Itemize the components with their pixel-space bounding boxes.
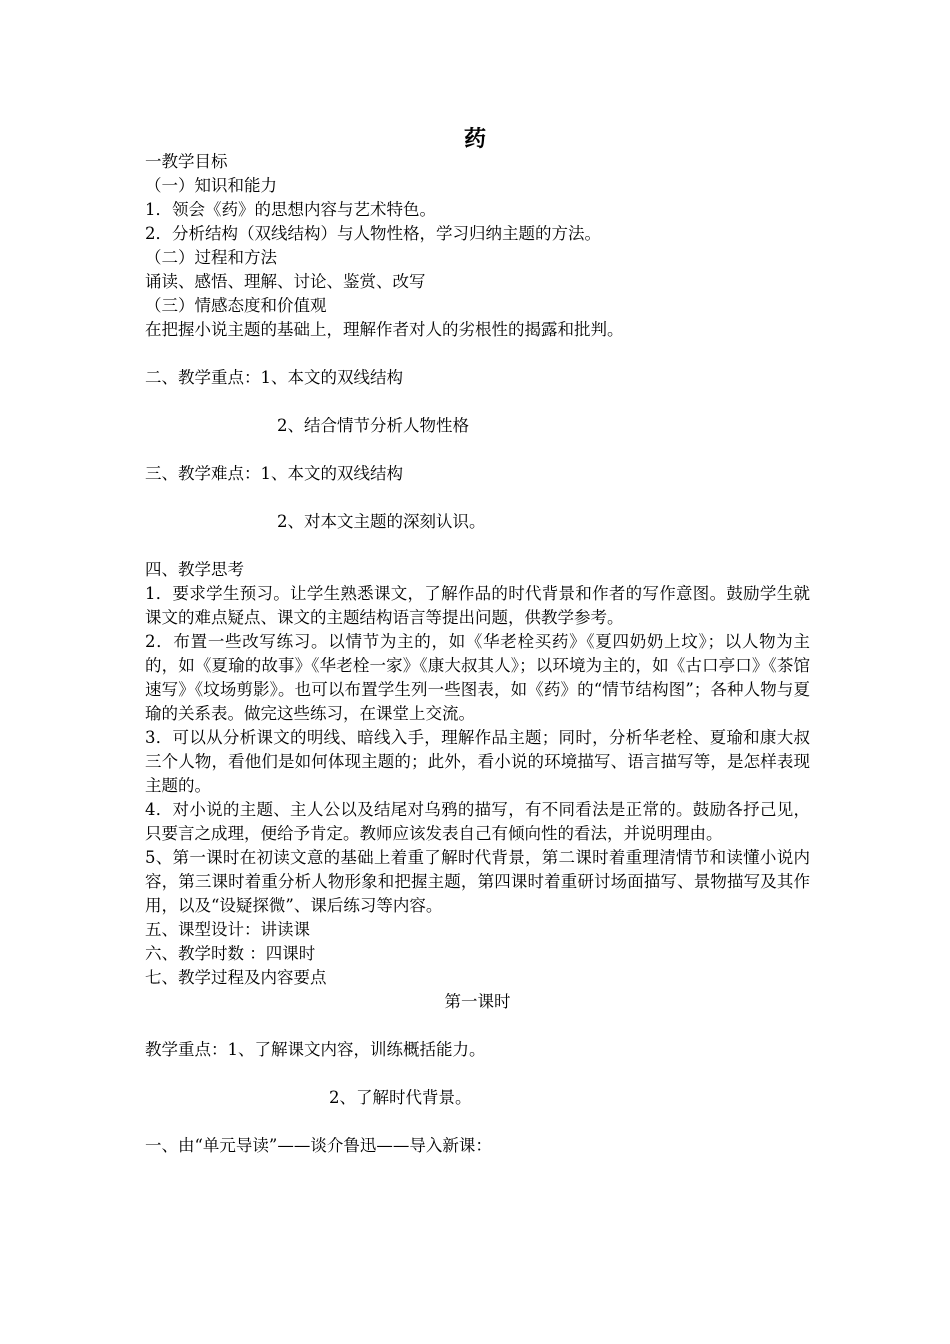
teaching-process: 七、教学过程及内容要点 (145, 968, 327, 987)
objectives-methods: 诵读、感悟、理解、讨论、鉴赏、改写 (145, 272, 426, 291)
teaching-hours: 六、教学时数 ：四课时 (145, 944, 316, 963)
objectives-sub-1: （一）知识和能力 (145, 176, 277, 195)
thinking-paragraph-4: 4．对小说的主题、主人公以及结尾对乌鸦的描写，有不同看法是正常的。鼓励各抒己见，只要言之成理，便给予肯定。教师应该发表自己有倾向性的看法，并说明理由。 (145, 800, 810, 843)
thinking-paragraph-1: 1．要求学生预习。让学生熟悉课文，了解作品的时代背景和作者的写作意图。鼓励学生就课文的难点疑点、课文的主题结构语言等提出问题，供教学参考。 (145, 584, 810, 627)
lesson-1-key-2: 2、了解时代背景。 (329, 1088, 472, 1107)
document-body (145, 150, 810, 1158)
key-points-line-2: 2、结合情节分析人物性格 (277, 416, 469, 435)
difficulties-line-1: 三、教学难点：1、本文的双线结构 (145, 464, 403, 483)
difficulties-line-2: 2、对本文主题的深刻认识。 (277, 512, 486, 531)
objectives-item-1: 1．领会《药》的思想内容与艺术特色。 (145, 200, 436, 219)
thinking-paragraph-2: 2．布置一些改写练习。以情节为主的，如《华老栓买药》《夏四奶奶上坟》；以人物为主的，如《夏瑜的故事》《华老栓一家》《康大叔其人》；以环境为主的，如《古口亭口》《茶馆速写》《坟场剪影》。也可以布置学生列一些图表，如《药》的“情节结构图”；各种人物与夏瑜的关系表。做完这些练习，在课堂上交流。 (145, 632, 810, 723)
document-title: 药 (463, 127, 486, 152)
lesson-1-key-1: 教学重点：1、了解课文内容，训练概括能力。 (145, 1040, 486, 1059)
lesson-1-title: 第一课时 (444, 992, 511, 1011)
thinking-paragraph-5: 5、第一课时在初读文意的基础上着重了解时代背景，第二课时着重理清情节和读懂小说内容，第三课时着重分析人物形象和把握主题，第四课时着重研讨场面描写、景物描写及其作用，以及“设疑探微”、课后练习等内容。 (145, 848, 810, 915)
key-points-line-1: 二、教学重点：1、本文的双线结构 (145, 368, 403, 387)
thinking-heading: 四、教学思考 (145, 560, 244, 579)
objectives-values: 在把握小说主题的基础上，理解作者对人的劣根性的揭露和批判。 (145, 320, 624, 339)
lesson-1-intro: 一、由“单元导读”——谈介鲁迅——导入新课： (145, 1136, 492, 1155)
objectives-sub-3: （三）情感态度和价值观 (145, 296, 327, 315)
objectives-item-2: 2．分析结构（双线结构）与人物性格，学习归纳主题的方法。 (145, 224, 601, 243)
thinking-paragraph-3: 3．可以从分析课文的明线、暗线入手，理解作品主题；同时，分析华老栓、夏瑜和康大叔三个人物，看他们是如何体现主题的；此外，看小说的环境描写、语言描写等，是怎样表现主题的。 (145, 728, 810, 795)
objectives-heading: 一教学目标 (145, 152, 228, 171)
course-type: 五、课型设计：讲读课 (145, 920, 310, 939)
objectives-sub-2: （二）过程和方法 (145, 248, 277, 267)
